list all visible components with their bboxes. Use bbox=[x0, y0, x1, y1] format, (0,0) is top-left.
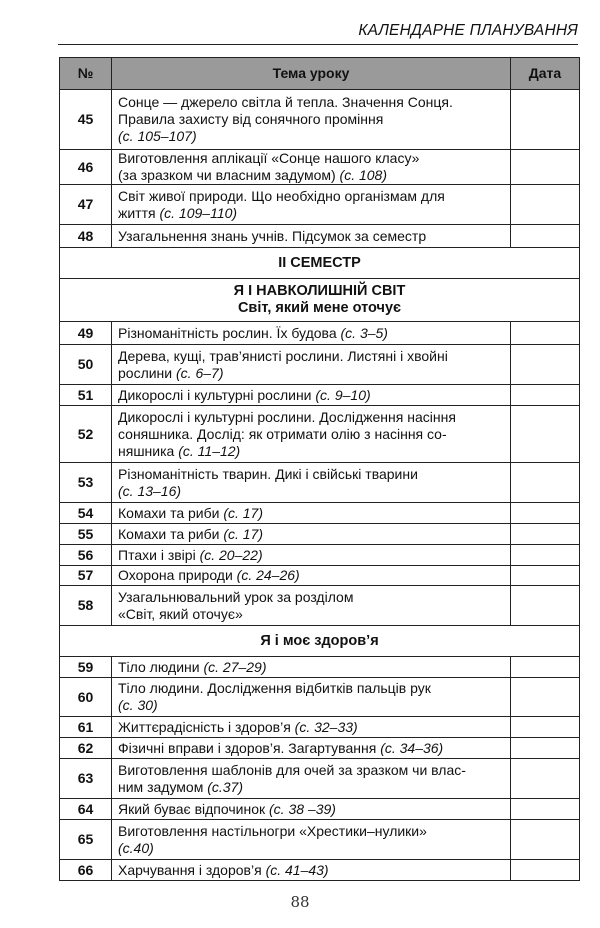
topic-line bbox=[118, 606, 504, 623]
lesson-topic bbox=[112, 545, 511, 566]
section-title bbox=[60, 626, 580, 657]
date-cell bbox=[511, 406, 580, 463]
lesson-topic bbox=[112, 503, 511, 524]
topic-line bbox=[118, 94, 504, 111]
topic-line bbox=[118, 526, 504, 543]
topic-line bbox=[118, 740, 504, 757]
topic-text: няшника bbox=[118, 442, 179, 459]
table-row bbox=[60, 586, 580, 626]
lesson-number: 45 bbox=[60, 90, 112, 150]
lesson-topic bbox=[112, 322, 511, 345]
page-reference: (с. 41–43) bbox=[265, 861, 329, 878]
table-row bbox=[60, 820, 580, 860]
lesson-number: 59 bbox=[60, 657, 112, 678]
lesson-number: 52 bbox=[60, 406, 112, 463]
topic-line bbox=[118, 779, 504, 796]
date-cell bbox=[511, 385, 580, 406]
lesson-number: 58 bbox=[60, 586, 112, 626]
lesson-topic bbox=[112, 345, 511, 385]
topic-line bbox=[118, 719, 504, 736]
lesson-topic bbox=[112, 657, 511, 678]
date-cell bbox=[511, 185, 580, 225]
table-row bbox=[60, 657, 580, 678]
lesson-topic bbox=[112, 90, 511, 150]
lesson-topic bbox=[112, 759, 511, 799]
topic-text: Дикорослі і культурні рослини bbox=[118, 386, 316, 403]
lesson-number: 66 bbox=[60, 860, 112, 881]
topic-text: Сонце — джерело світла й тепла. Значення Сонця. bbox=[118, 94, 453, 110]
topic-text: Виготовлення шаблонів для очей за зразком чи влас- bbox=[118, 761, 466, 778]
lesson-number: 48 bbox=[60, 225, 112, 248]
topic-line bbox=[118, 205, 504, 222]
lesson-topic bbox=[112, 150, 511, 185]
page-reference: (с. 9–10) bbox=[315, 386, 371, 403]
date-cell bbox=[511, 524, 580, 545]
topic-text: Тіло людини. Дослідження відбитків пальців рук bbox=[118, 680, 431, 696]
section-title-line: II СЕМЕСТР bbox=[278, 254, 361, 271]
section-title-line: Я і моє здоров’я bbox=[260, 632, 379, 649]
lesson-topic bbox=[112, 717, 511, 738]
page-reference: (с. 32–33) bbox=[294, 718, 358, 735]
lesson-topic bbox=[112, 586, 511, 626]
page-reference: (с. 13–16) bbox=[118, 482, 182, 499]
date-cell bbox=[511, 820, 580, 860]
topic-line bbox=[118, 567, 504, 584]
lesson-number: 63 bbox=[60, 759, 112, 799]
page-reference: (с. 27–29) bbox=[203, 658, 267, 675]
table-row bbox=[60, 738, 580, 759]
table-row bbox=[60, 678, 580, 717]
topic-line bbox=[118, 840, 504, 857]
lesson-number: 46 bbox=[60, 150, 112, 185]
lesson-topic bbox=[112, 385, 511, 406]
running-head-title: КАЛЕНДАРНЕ ПЛАНУВАННЯ bbox=[358, 22, 578, 39]
page-number: 88 bbox=[290, 893, 310, 911]
lesson-number: 49 bbox=[60, 322, 112, 345]
topic-text: Правила захисту від сонячного проміння bbox=[118, 111, 384, 127]
topic-line bbox=[118, 387, 504, 404]
topic-line bbox=[118, 128, 504, 145]
topic-line bbox=[118, 680, 504, 697]
lesson-number: 64 bbox=[60, 799, 112, 820]
running-head bbox=[58, 18, 578, 45]
table-row bbox=[60, 566, 580, 586]
table-row bbox=[60, 717, 580, 738]
topic-text: Фізичні вправи і здоров’я. Загартування bbox=[118, 739, 381, 756]
lesson-number: 51 bbox=[60, 385, 112, 406]
section-row bbox=[60, 626, 580, 657]
page-reference: (с. 34–36) bbox=[380, 739, 444, 756]
topic-text: Узагальнювальний урок за розділом bbox=[118, 588, 354, 605]
topic-text: Світ живої природи. Що необхідно організмам для bbox=[118, 187, 445, 204]
calendar-plan-table bbox=[59, 57, 580, 881]
page-reference: (с.40) bbox=[118, 839, 154, 856]
topic-line bbox=[118, 348, 504, 365]
topic-line bbox=[118, 409, 504, 426]
lesson-number: 57 bbox=[60, 566, 112, 586]
topic-text: соняшника. Дослід: як отримати олію з насіння со- bbox=[118, 425, 447, 442]
page-reference: (с. 38 –39) bbox=[269, 800, 336, 817]
topic-line bbox=[118, 325, 504, 342]
table-row bbox=[60, 345, 580, 385]
page-reference: (с. 109–110) bbox=[159, 204, 238, 221]
header-date: Дата bbox=[511, 58, 580, 90]
table-row bbox=[60, 759, 580, 799]
topic-line bbox=[118, 150, 504, 167]
section-row bbox=[60, 248, 580, 279]
topic-line bbox=[118, 365, 504, 382]
table-row bbox=[60, 545, 580, 566]
table-row bbox=[60, 90, 580, 150]
topic-line bbox=[118, 228, 504, 245]
topic-line bbox=[118, 801, 504, 818]
lesson-topic bbox=[112, 678, 511, 717]
date-cell bbox=[511, 717, 580, 738]
topic-line bbox=[118, 762, 504, 779]
topic-text: Комахи та риби bbox=[118, 525, 224, 542]
topic-line bbox=[118, 862, 504, 879]
date-cell bbox=[511, 657, 580, 678]
topic-line bbox=[118, 589, 504, 606]
page-reference: (с. 20–22) bbox=[199, 546, 263, 563]
topic-text: Різноманітність рослин. Їх будова bbox=[118, 324, 341, 341]
table-row bbox=[60, 406, 580, 463]
topic-line bbox=[118, 426, 504, 443]
section-title bbox=[60, 248, 580, 279]
table-row bbox=[60, 799, 580, 820]
table-row bbox=[60, 385, 580, 406]
date-cell bbox=[511, 503, 580, 524]
topic-text: життя bbox=[118, 204, 160, 221]
table-row bbox=[60, 185, 580, 225]
lesson-number: 56 bbox=[60, 545, 112, 566]
table-row bbox=[60, 503, 580, 524]
topic-line bbox=[118, 823, 504, 840]
topic-text: «Світ, який оточує» bbox=[118, 605, 243, 622]
table-row bbox=[60, 322, 580, 345]
section-title-line: Світ, який мене оточує bbox=[237, 300, 402, 316]
topic-line bbox=[118, 188, 504, 205]
page-reference: (с. 17) bbox=[223, 525, 264, 542]
lesson-number: 55 bbox=[60, 524, 112, 545]
date-cell bbox=[511, 90, 580, 150]
topic-line bbox=[118, 483, 504, 500]
date-cell bbox=[511, 799, 580, 820]
lesson-topic bbox=[112, 799, 511, 820]
lesson-number: 50 bbox=[60, 345, 112, 385]
date-cell bbox=[511, 545, 580, 566]
page-reference: (с.37) bbox=[207, 778, 244, 795]
table-row bbox=[60, 150, 580, 185]
topic-text: рослини bbox=[118, 364, 177, 381]
topic-line bbox=[118, 547, 504, 564]
section-row bbox=[60, 279, 580, 322]
table-row bbox=[60, 463, 580, 503]
topic-text: Узагальнення знань учнів. Підсумок за семестр bbox=[118, 227, 427, 244]
page-reference: (с. 6–7) bbox=[176, 364, 224, 381]
date-cell bbox=[511, 860, 580, 881]
topic-text: Виготовлення аплікації «Сонце нашого класу» bbox=[118, 150, 420, 166]
topic-line bbox=[118, 659, 504, 676]
lesson-topic bbox=[112, 820, 511, 860]
table-row bbox=[60, 225, 580, 248]
lesson-number: 60 bbox=[60, 678, 112, 717]
lesson-number: 65 bbox=[60, 820, 112, 860]
page-reference: (с. 24–26) bbox=[236, 567, 300, 583]
date-cell bbox=[511, 678, 580, 717]
lesson-topic bbox=[112, 524, 511, 545]
date-cell bbox=[511, 322, 580, 345]
lesson-topic bbox=[112, 738, 511, 759]
topic-line bbox=[118, 466, 504, 483]
table-row bbox=[60, 860, 580, 881]
topic-text: Птахи і звірі bbox=[118, 546, 200, 563]
lesson-number: 47 bbox=[60, 185, 112, 225]
header-number: № bbox=[60, 58, 112, 90]
date-cell bbox=[511, 225, 580, 248]
lesson-topic bbox=[112, 406, 511, 463]
table-body bbox=[60, 90, 580, 881]
topic-text: Тіло людини bbox=[118, 658, 204, 675]
topic-line bbox=[118, 697, 504, 714]
topic-text: Виготовлення настільногри «Хрестики–нулики» bbox=[118, 822, 427, 839]
page-reference: (с. 17) bbox=[223, 504, 264, 521]
page-reference: (с. 11–12) bbox=[178, 442, 241, 459]
date-cell bbox=[511, 463, 580, 503]
date-cell bbox=[511, 738, 580, 759]
lesson-topic bbox=[112, 860, 511, 881]
date-cell bbox=[511, 150, 580, 185]
lesson-topic bbox=[112, 225, 511, 248]
lesson-number: 62 bbox=[60, 738, 112, 759]
lesson-number: 61 bbox=[60, 717, 112, 738]
topic-text: Охорона природи bbox=[118, 567, 237, 583]
topic-text: (за зразком чи власним задумом) bbox=[118, 167, 340, 183]
topic-text: Різноманітність тварин. Дикі і свійські тварини bbox=[118, 465, 418, 482]
lesson-number: 54 bbox=[60, 503, 112, 524]
page-reference: (с. 108) bbox=[339, 167, 388, 183]
section-title bbox=[60, 279, 580, 322]
lesson-topic bbox=[112, 463, 511, 503]
topic-text: Харчування і здоров’я bbox=[118, 861, 266, 878]
topic-line bbox=[118, 167, 504, 184]
topic-line bbox=[118, 505, 504, 522]
lesson-topic bbox=[112, 185, 511, 225]
table-header-row bbox=[60, 58, 580, 90]
page-reference: (с. 105–107) bbox=[118, 128, 197, 144]
topic-text: Комахи та риби bbox=[118, 504, 224, 521]
topic-line bbox=[118, 443, 504, 460]
topic-text: Який буває відпочинок bbox=[118, 800, 269, 817]
date-cell bbox=[511, 759, 580, 799]
topic-text: ним задумом bbox=[118, 778, 208, 795]
date-cell bbox=[511, 566, 580, 586]
topic-line bbox=[118, 111, 504, 128]
date-cell bbox=[511, 345, 580, 385]
lesson-number: 53 bbox=[60, 463, 112, 503]
page-reference: (с. 30) bbox=[118, 697, 158, 713]
page-reference: (с. 3–5) bbox=[340, 324, 388, 341]
section-title-line: Я І НАВКОЛИШНІЙ СВІТ bbox=[233, 283, 406, 299]
date-cell bbox=[511, 586, 580, 626]
lesson-topic bbox=[112, 566, 511, 586]
header-topic: Тема уроку bbox=[112, 58, 511, 90]
topic-text: Дикорослі і культурні рослини. Дослідження насіння bbox=[118, 408, 456, 425]
table-row bbox=[60, 524, 580, 545]
topic-text: Дерева, кущі, трав’янисті рослини. Листяні і хвойні bbox=[118, 347, 448, 364]
topic-text: Життєрадісність і здоров’я bbox=[118, 718, 295, 735]
